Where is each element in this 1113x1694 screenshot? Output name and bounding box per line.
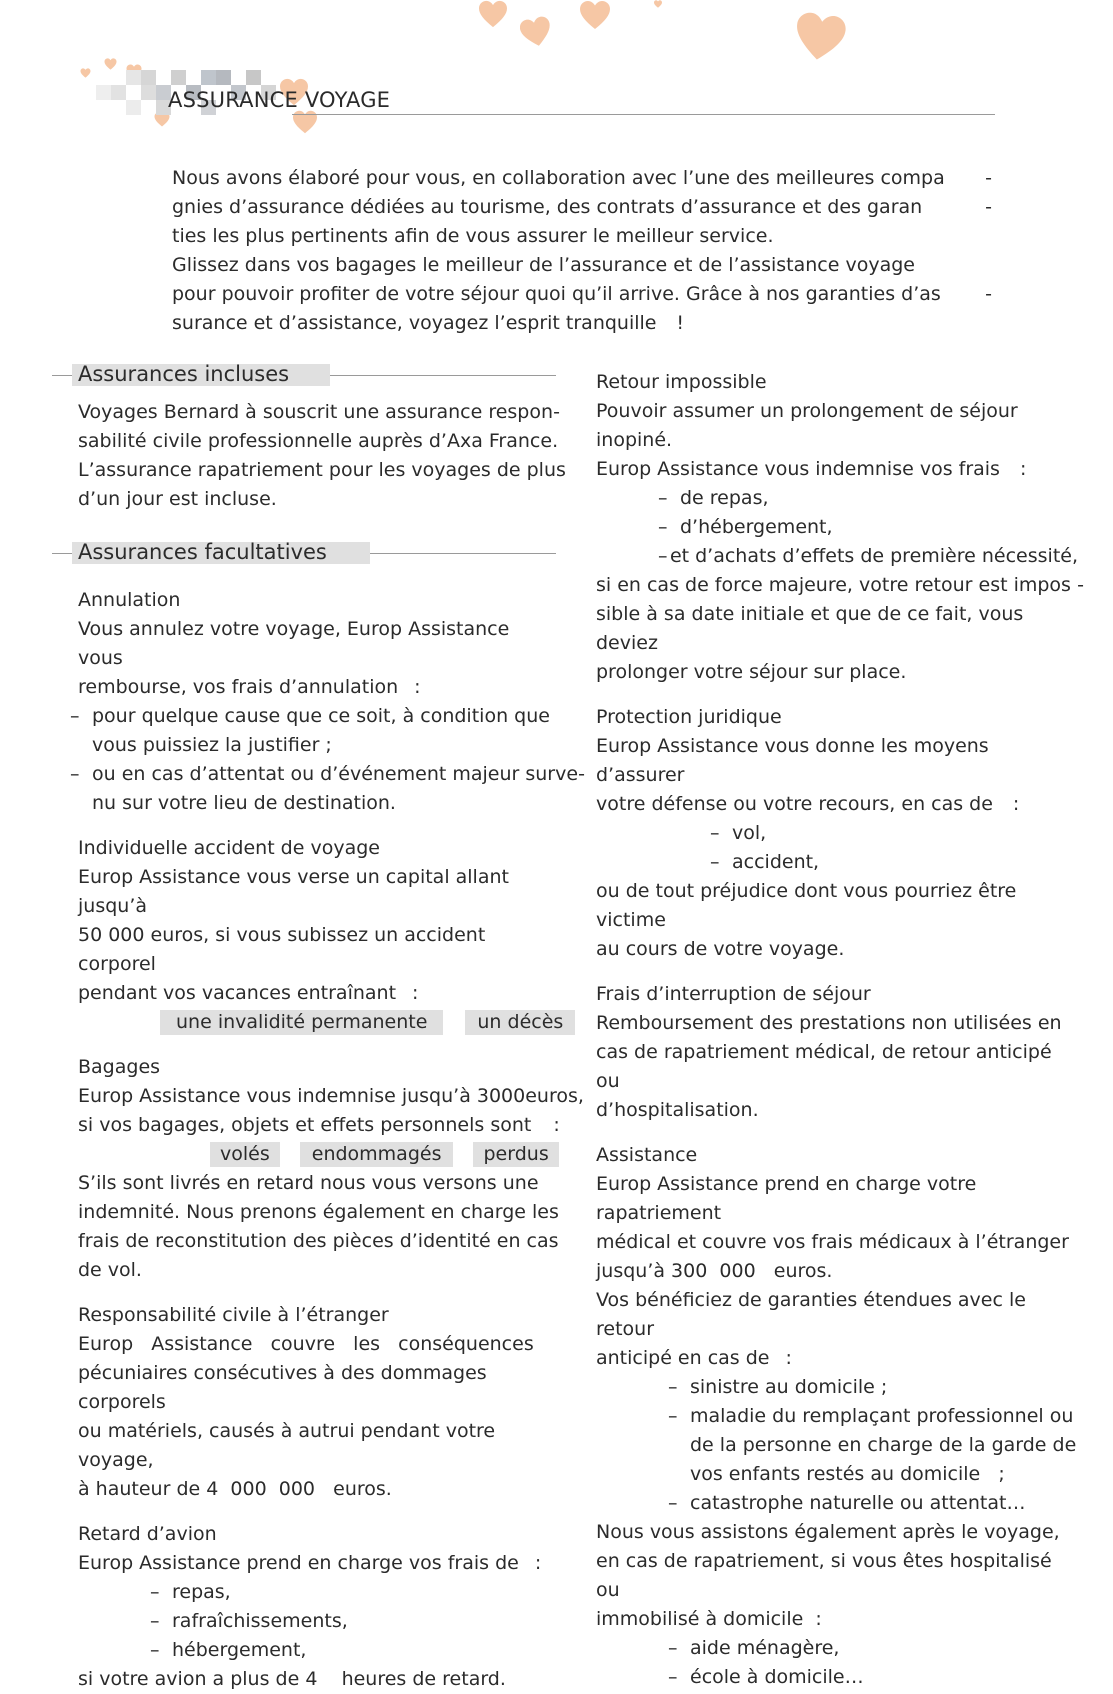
bullet-item [150, 1578, 560, 1607]
heart-icon [578, 0, 612, 30]
dash-glyph: – [658, 487, 668, 509]
line-tail: - [1077, 574, 1084, 596]
line-text: pendant vos vacances entraînant [78, 982, 397, 1004]
line-text: rembourse, vos frais d’annulation [78, 676, 399, 698]
line-text: si vos bagages, objets et effets personnels sont [78, 1114, 532, 1136]
heading-rule-right [330, 375, 556, 376]
bagages-block [78, 1053, 584, 1285]
text-line: médical et couvre vos frais médicaux à l’étranger [596, 1231, 1069, 1253]
text-line: d’hospitalisation. [596, 1099, 759, 1121]
text-line [78, 398, 560, 427]
line-text: repas, [172, 1581, 231, 1603]
bullet-item [150, 1636, 560, 1665]
heart-icon [794, 12, 846, 62]
line-text: école à domicile… [690, 1666, 864, 1688]
dash-glyph: – [150, 1610, 160, 1632]
text-line [78, 1111, 560, 1140]
annulation-block [70, 586, 585, 818]
chip: perdus [473, 1142, 558, 1167]
line-text: Voyages Bernard à souscrit une assurance respon [78, 401, 554, 423]
line-text: d’un jour est incluse. [78, 488, 277, 510]
line-text: Europ Assistance prend en charge vos frais de [78, 1552, 519, 1574]
bullet-item [710, 819, 1078, 848]
subsection-title: Retard d’avion [78, 1523, 217, 1545]
retard-block [78, 1520, 560, 1694]
bullet-item [710, 848, 1078, 877]
bullet-item [150, 1607, 560, 1636]
intro-line-text: Glissez dans vos bagages le meilleur de l’assurance et de l’assistance voyage [172, 254, 915, 276]
text-line [78, 673, 560, 702]
intro-line-tail: ! [676, 312, 684, 334]
line-text: votre défense ou votre recours, en cas de [596, 793, 993, 815]
chip-row [160, 1008, 564, 1037]
dash-glyph: – [658, 545, 668, 567]
bullet-item [668, 1402, 1078, 1431]
text-line [596, 790, 1078, 819]
section-heading-facultatives [78, 542, 560, 576]
dash-glyph: – [668, 1492, 678, 1514]
heading-rule-right [370, 553, 556, 554]
intro-line [172, 309, 684, 338]
subsection-title: Annulation [78, 589, 181, 611]
text-line: nu sur votre lieu de destination. [92, 792, 396, 814]
dash-glyph: – [150, 1639, 160, 1661]
intro-line-tail: - [985, 196, 992, 218]
text-line [78, 485, 560, 514]
line-tail: : [1019, 458, 1027, 480]
incluses-text [78, 398, 566, 514]
line-tail: euros, [525, 1085, 584, 1107]
text-line: Europ Assistance prend en charge votre rapatriement [596, 1173, 977, 1224]
line-text: d’hébergement, [680, 516, 833, 538]
text-line: Europ Assistance couvre les conséquences [78, 1333, 534, 1355]
bullet-item [70, 702, 560, 731]
subsection-title: Bagages [78, 1056, 161, 1078]
line-text: ou en cas d’attentat ou d’événement majeur surve [92, 763, 579, 785]
bullet-item [70, 760, 585, 789]
bullet-item [668, 1373, 1078, 1402]
chip: une invalidité permanente [160, 1010, 443, 1035]
subsection-title: Protection juridique [596, 706, 782, 728]
bullet-item [668, 1634, 1078, 1663]
intro-line [172, 164, 992, 193]
text-line [596, 1344, 1078, 1373]
text-line [596, 571, 1084, 600]
dash-glyph: – [668, 1376, 678, 1398]
line-text: et d’achats d’effets de première nécessité, [669, 545, 1078, 567]
text-line: prolonger votre séjour sur place. [596, 661, 907, 683]
bullet-item [668, 1489, 1078, 1518]
text-line: indemnité. Nous prenons également en charge les [78, 1201, 559, 1223]
heading-rule-left [52, 375, 72, 376]
dash-glyph: – [710, 822, 720, 844]
intro-line [172, 222, 992, 251]
text-line: Vous annulez votre voyage, Europ Assistance vous [78, 618, 510, 669]
left-column [70, 362, 585, 1694]
line-text: vol, [732, 822, 767, 844]
text-line: au cours de votre voyage. [596, 938, 845, 960]
text-line: ou matériels, causés à autrui pendant votre voyage, [78, 1420, 496, 1471]
subsection-title: Individuelle accident de voyage [78, 837, 380, 859]
text-line: frais de reconstitution des pièces d’identité en cas [78, 1230, 559, 1252]
text-line: 50 000 euros, si vous subissez un accident corporel [78, 924, 486, 975]
line-text: L’assurance rapatriement pour les voyages de plus [78, 459, 566, 481]
assistance-block [596, 1141, 1078, 1692]
bullet-item [668, 1663, 1078, 1692]
line-text: accident, [732, 851, 820, 873]
chip-row [210, 1140, 560, 1169]
line-tail: : [553, 1114, 560, 1136]
chip: volés [210, 1142, 280, 1167]
dash-glyph: – [70, 763, 80, 785]
text-line: pécuniaires consécutives à des dommages corporels [78, 1362, 487, 1413]
dash-glyph: – [658, 516, 668, 538]
dash-glyph: – [668, 1666, 678, 1688]
text-line: sible à sa date initiale et que de ce fait, vous deviez [596, 603, 1024, 654]
text-line: Europ Assistance vous donne les moyens d’assurer [596, 735, 989, 786]
section-title: Assurances incluses [78, 362, 290, 386]
text-line [78, 456, 566, 485]
heart-icon [478, 0, 508, 28]
text-line: Remboursement des prestations non utilisées en [596, 1012, 1062, 1034]
section-title: Assurances facultatives [78, 540, 327, 564]
line-tail: : [1012, 793, 1020, 815]
text-line [78, 979, 560, 1008]
line-text: catastrophe naturelle ou attentat… [690, 1492, 1026, 1514]
bullet-item [658, 513, 1078, 542]
interruption-block [596, 980, 1078, 1125]
text-line: vos enfants restés au domicile ; [690, 1463, 1005, 1485]
text-line [78, 1549, 560, 1578]
retour-block [596, 368, 1084, 687]
intro-line-text: pour pouvoir profiter de votre séjour quoi qu’il arrive. Grâce à nos garanties d’as [172, 283, 941, 305]
heart-icon [520, 16, 552, 48]
text-line [596, 455, 1078, 484]
line-text: Europ Assistance vous indemnise jusqu’à 3000 [78, 1085, 526, 1107]
title-rule [292, 114, 995, 115]
intro-line [172, 280, 992, 309]
intro-paragraph [172, 164, 992, 338]
subsection-title: Retour impossible [596, 371, 767, 393]
line-text: sinistre au domicile ; [690, 1376, 888, 1398]
section-heading-incluses [78, 364, 560, 398]
text-line: Nous vous assistons également après le voyage, [596, 1521, 1060, 1543]
text-line: S’ils sont livrés en retard nous vous versons une [78, 1172, 539, 1194]
text-line: en cas de rapatriement, si vous êtes hospitalisé ou [596, 1550, 1052, 1601]
text-line: jusqu’à 300 000 euros. [596, 1260, 833, 1282]
bullet-item [658, 484, 1078, 513]
intro-line-text: Nous avons élaboré pour vous, en collaboration avec l’une des meilleures compa [172, 167, 945, 189]
chip: endommagés [300, 1142, 454, 1167]
heading-rule-left [52, 553, 72, 554]
responsabilite-block [78, 1301, 560, 1504]
line-text: si en cas de force majeure, votre retour est impos [596, 574, 1071, 596]
text-line: de la personne en charge de la garde de [690, 1434, 1077, 1456]
line-text: de repas, [680, 487, 769, 509]
text-line: à hauteur de 4 000 000 euros. [78, 1478, 392, 1500]
text-line [78, 427, 560, 456]
intro-line-text: ties les plus pertinents afin de vous assurer le meilleur service. [172, 225, 774, 247]
page-title: ASSURANCE VOYAGE [168, 88, 391, 112]
protection-block [596, 703, 1078, 964]
dash-glyph: – [150, 1581, 160, 1603]
subsection-title: Assistance [596, 1144, 698, 1166]
line-tail: - [553, 401, 560, 423]
heart-icon [80, 68, 91, 78]
text-line [78, 1082, 584, 1111]
dash-glyph: – [710, 851, 720, 873]
line-text: pour quelque cause que ce soit, à condition que [92, 705, 550, 727]
intro-line-text: surance et d’assistance, voyagez l’esprit tranquille [172, 312, 657, 334]
text-line: cas de rapatriement médical, de retour anticipé ou [596, 1041, 1052, 1092]
right-column [596, 368, 1084, 1692]
text-line: Vos bénéficiez de garanties étendues avec le retour [596, 1289, 1026, 1340]
intro-line [172, 251, 992, 280]
intro-line-text: gnies d’assurance dédiées au tourisme, des contrats d’assurance et des garan [172, 196, 923, 218]
dash-glyph: – [668, 1405, 678, 1427]
line-text: sabilité civile professionnelle auprès d’Axa France. [78, 430, 559, 452]
line-text: maladie du remplaçant professionnel ou [690, 1405, 1074, 1427]
subsection-title: Responsabilité civile à l’étranger [78, 1304, 389, 1326]
chip: un décès [465, 1010, 575, 1035]
intro-line-tail: - [985, 167, 992, 189]
intro-line-tail: - [985, 283, 992, 305]
line-tail: - [578, 763, 585, 785]
subsection-title: Frais d’interruption de séjour [596, 983, 871, 1005]
line-text: anticipé en cas de [596, 1347, 770, 1369]
dash-glyph: – [668, 1637, 678, 1659]
text-line: immobilisé à domicile : [596, 1608, 822, 1630]
text-line: Pouvoir assumer un prolongement de séjour inopiné. [596, 400, 1018, 451]
line-text: rafraîchissements, [172, 1610, 348, 1632]
line-text: hébergement, [172, 1639, 307, 1661]
line-tail: : [785, 1347, 792, 1369]
text-line: de vol. [78, 1259, 142, 1281]
text-line: vous puissiez la justifier ; [92, 734, 332, 756]
line-text: Europ Assistance vous indemnise vos frais [596, 458, 1000, 480]
line-tail: : [412, 982, 419, 1004]
intro-line [172, 193, 992, 222]
text-line: si votre avion a plus de 4 heures de retard. [78, 1668, 506, 1690]
bullet-item [658, 542, 1078, 571]
text-line: Europ Assistance vous verse un capital allant jusqu’à [78, 866, 509, 917]
line-tail: : [414, 676, 421, 698]
heart-icon [651, 0, 665, 8]
line-tail: : [534, 1552, 542, 1574]
text-line: ou de tout préjudice dont vous pourriez être victime [596, 880, 1017, 931]
dash-glyph: – [70, 705, 80, 727]
line-text: aide ménagère, [690, 1637, 840, 1659]
heart-icon [104, 58, 117, 70]
individuelle-block [78, 834, 564, 1037]
